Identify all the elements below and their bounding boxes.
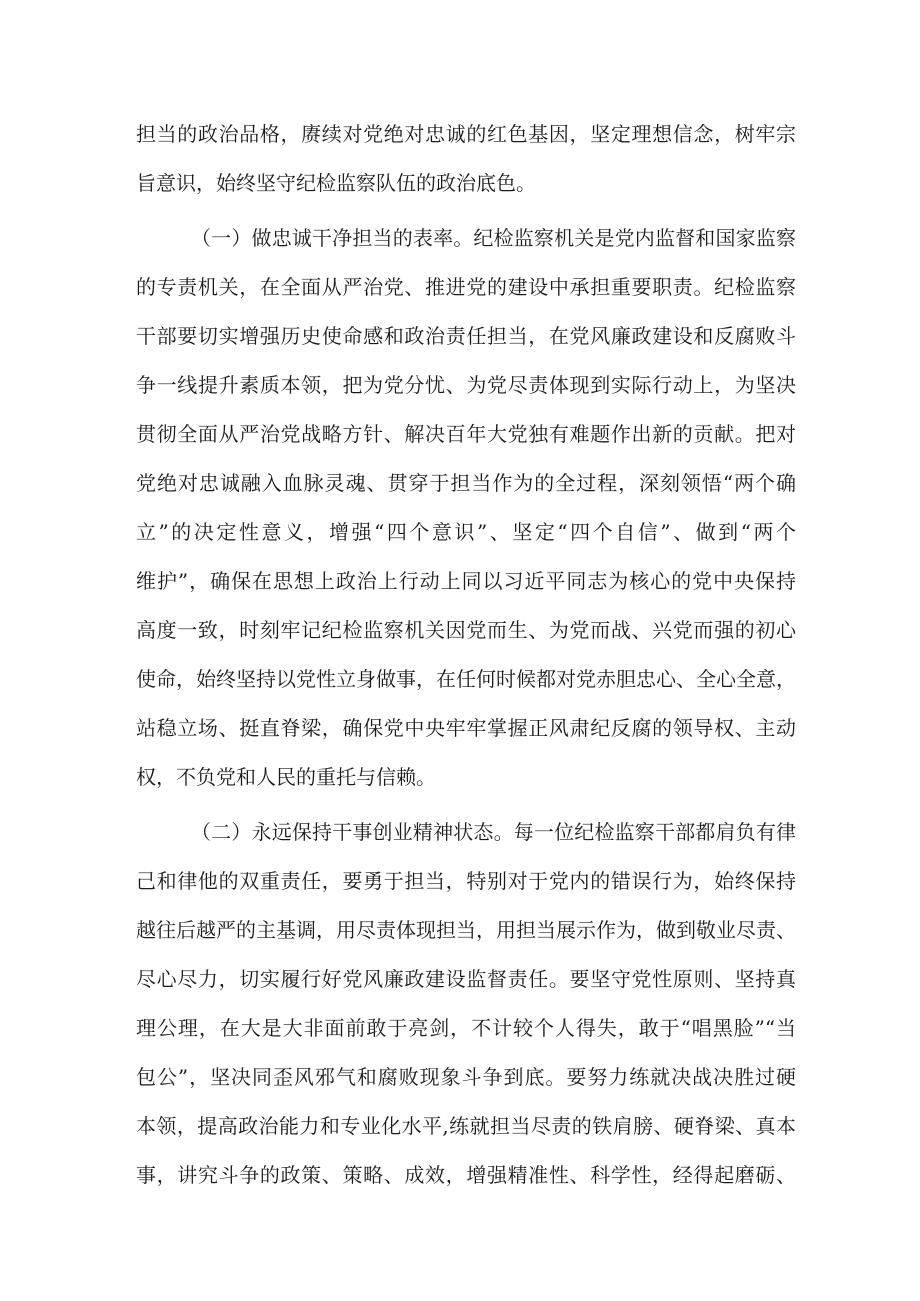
paragraph-line: 高度一致，时刻牢记纪检监察机关因党而生、为党而战、兴党而强的初心 xyxy=(136,618,796,642)
paragraph-line: 维护”，确保在思想上政治上行动上同以习近平同志为核心的党中央保持 xyxy=(136,569,796,593)
paragraph-line: 己和律他的双重责任，要勇于担当，特别对于党内的错误行为，始终保持 xyxy=(136,869,796,893)
paragraph-line: 的专责机关，在全面从严治党、推进党的建设中承担重要职责。纪检监察 xyxy=(136,275,796,299)
paragraph-line: （二）永远保持干事创业精神状态。每一位纪检监察干部都肩负有律 xyxy=(191,820,796,844)
paragraph-line: 立”的决定性意义，增强“四个意识”、坚定“四个自信”、做到“两个 xyxy=(136,520,796,544)
paragraph-line: 包公”，坚决同歪风邪气和腐败现象斗争到底。要努力练就决战决胜过硬 xyxy=(136,1065,796,1089)
paragraph-line: 本领，提高政治能力和专业化水平,练就担当尽责的铁肩膀、硬脊梁、真本 xyxy=(136,1114,796,1138)
paragraph-line: （一）做忠诚干净担当的表率。纪检监察机关是党内监督和国家监察 xyxy=(191,226,796,250)
paragraph-line: 干部要切实增强历史使命感和政治责任担当，在党风廉政建设和反腐败斗 xyxy=(136,324,796,348)
paragraph-line: 权，不负党和人民的重托与信赖。 xyxy=(136,765,436,789)
paragraph-line: 旨意识，始终坚守纪检监察队伍的政治底色。 xyxy=(136,171,536,195)
paragraph-line: 使命，始终坚持以党性立身做事，在任何时候都对党赤胆忠心、全心全意， xyxy=(136,667,796,691)
paragraph-line: 党绝对忠诚融入血脉灵魂、贯穿于担当作为的全过程，深刻领悟“两个确 xyxy=(136,471,796,495)
paragraph-line: 理公理，在大是大非面前敢于亮剑，不计较个人得失，敢于“唱黑脸”“当 xyxy=(136,1016,796,1040)
paragraph-line: 担当的政治品格，赓续对党绝对忠诚的红色基因，坚定理想信念，树牢宗 xyxy=(136,122,796,146)
paragraph-line: 贯彻全面从严治党战略方针、解决百年大党独有难题作出新的贡献。把对 xyxy=(136,422,796,446)
paragraph-line: 尽心尽力，切实履行好党风廉政建设监督责任。要坚守党性原则、坚持真 xyxy=(136,967,796,991)
paragraph-line: 站稳立场、挺直脊梁，确保党中央牢牢掌握正风肃纪反腐的领导权、主动 xyxy=(136,716,796,740)
paragraph-line: 争一线提升素质本领，把为党分忧、为党尽责体现到实际行动上，为坚决 xyxy=(136,373,796,397)
paragraph-line: 事，讲究斗争的政策、策略、成效，增强精准性、科学性，经得起磨砺、 xyxy=(136,1163,796,1187)
paragraph-line: 越往后越严的主基调，用尽责体现担当，用担当展示作为，做到敬业尽责、 xyxy=(136,918,796,942)
